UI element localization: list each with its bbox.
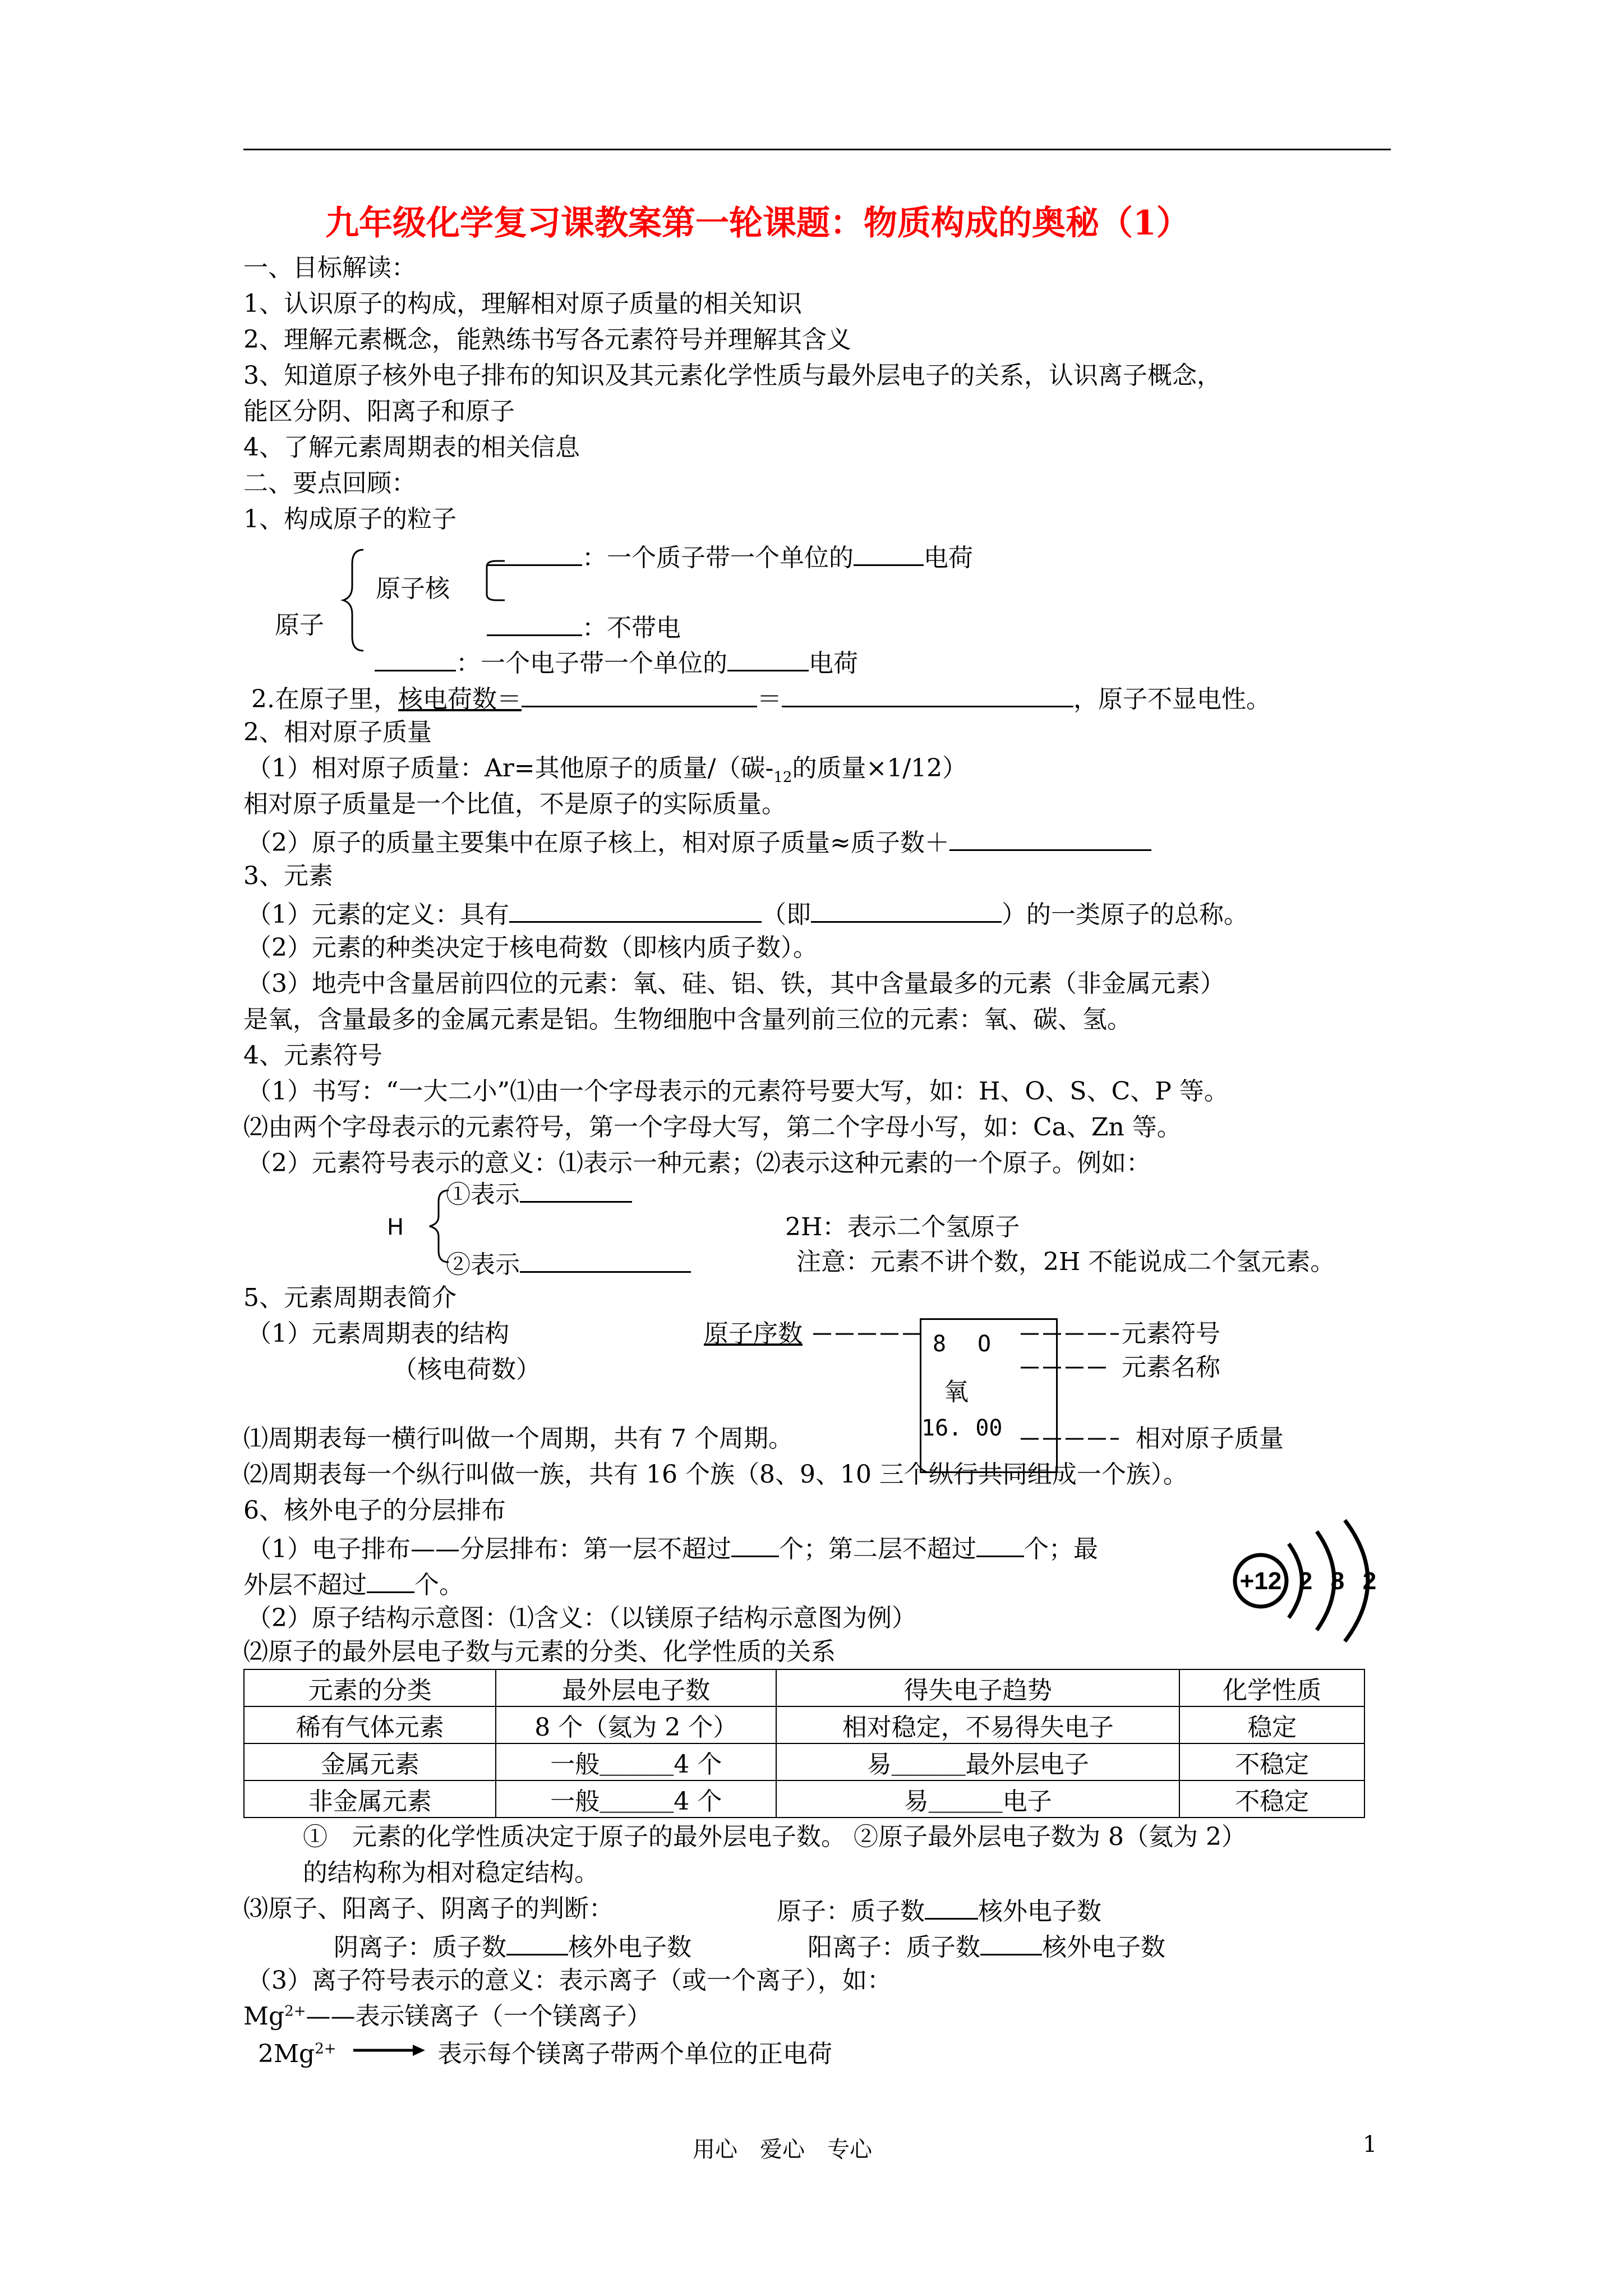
table-cell: 相对稳定，不易得失电子 (776, 1706, 1179, 1743)
table-cell: 8 个（氦为 2 个） (496, 1706, 776, 1743)
table-cell: 金属元素 (244, 1743, 496, 1780)
atom-label: 原子 (275, 611, 324, 639)
section-1-heading: 1、构成原子的粒子 (243, 505, 457, 533)
charge-blank-2[interactable] (782, 680, 1073, 707)
text-line: （2）原子结构示意图：⑴含义：（以镁原子结构示意图为例） (247, 1604, 916, 1632)
text-line: 是氧，含量最多的金属元素是铝。生物细胞中含量列前三位的元素：氧、碳、氢。 (243, 1005, 1132, 1034)
text-line: （2）元素符号表示的意义：⑴表示一种元素；⑵表示这种元素的一个原子。例如： (247, 1149, 1151, 1177)
anion-judgement: 阴离子：质子数 核外电子数 (334, 1928, 691, 1964)
text-line: ⑴周期表每一横行叫做一个周期，共有 7 个周期。 (243, 1424, 793, 1453)
objective-item: 4、了解元素周期表的相关信息 (243, 433, 580, 462)
electron-blank[interactable] (375, 644, 456, 671)
section-6-heading: 6、核外电子的分层排布 (243, 1496, 506, 1525)
nucleus-charge: +12 (1239, 1567, 1282, 1595)
shell-1-blank[interactable] (731, 1530, 779, 1557)
meaning-2-blank[interactable] (520, 1245, 691, 1273)
judgement-heading: ⑶原子、阳离子、阴离子的判断： (243, 1894, 614, 1923)
objective-item: 1、认识原子的构成，理解相对原子质量的相关知识 (243, 289, 802, 318)
meaning-1-line: ①表示 (446, 1175, 632, 1212)
electron-line: ：一个电子带一个单位的 电荷 (375, 644, 858, 680)
table-header: 元素的分类 (244, 1669, 496, 1706)
mg-ion-line: $Mg^{2+}——$表示镁离子（一个镁离子） (243, 2002, 652, 2031)
table-cell[interactable]: 易＿＿＿最外层电子 (776, 1743, 1179, 1780)
text-line: （2）元素的种类决定于核电荷数（即核内质子数）。 (247, 933, 818, 962)
text-line: （3）地壳中含量居前四位的元素：氧、硅、铝、铁，其中含量最多的元素（非金属元素） (247, 969, 1225, 998)
symbol-label: 元素符号 (1122, 1319, 1220, 1348)
table-cell: 不稳定 (1179, 1780, 1364, 1818)
element-classification-table (243, 1669, 1365, 1818)
example-2h: 2H：表示二个氢原子 (785, 1213, 1020, 1241)
cell-name: 氧 (944, 1378, 969, 1406)
proton-blank[interactable] (487, 539, 582, 566)
page-title: 九年级化学复习课教案第一轮课题：物质构成的奥秘（1） (325, 204, 1190, 243)
proton-line: ：一个质子带一个单位的 电荷 (487, 539, 973, 575)
mass-label: 相对原子质量 (1136, 1424, 1284, 1453)
review-heading: 二、要点回顾： (243, 469, 416, 498)
table-cell: 稀有气体元素 (244, 1706, 496, 1743)
objective-item: 2、理解元素概念，能熟练书写各元素符号并理解其含义 (243, 325, 851, 354)
table-row (244, 1743, 1364, 1780)
mass-line: （2）原子的质量主要集中在原子核上，相对原子质量≈质子数＋ (247, 823, 1151, 860)
element-definition-line: （1）元素的定义：具有 （即 ）的一类原子的总称。 (247, 895, 1248, 932)
note-line: 注意：元素不讲个数，2H 不能说成二个氢元素。 (796, 1248, 1335, 1276)
electron-rule-line: （1）电子排布——分层排布：第一层不超过 个；第二层不超过 个；最 (247, 1530, 1098, 1566)
charge-blank-1[interactable] (522, 680, 757, 707)
text-line: （1）书写：“一大二小”⑴由一个字母表示的元素符号要大写，如：H、O、S、C、P 等。 (247, 1077, 1229, 1106)
magnesium-atom-diagram (1223, 1515, 1391, 1649)
cell-atomic-number: 8 (933, 1331, 947, 1357)
text-line: （3）离子符号表示的意义：表示离子（或一个离子），如： (247, 1966, 892, 1995)
table-header: 化学性质 (1179, 1669, 1364, 1706)
table-header-row (244, 1669, 1364, 1706)
footer-text: 用心 爱心 专心 (693, 2137, 872, 2162)
section-4-heading: 4、元素符号 (243, 1041, 382, 1070)
cell-mass: 16. 00 (921, 1415, 1003, 1441)
shell-2-count: 8 (1330, 1567, 1345, 1595)
definition-blank-2[interactable] (811, 895, 1002, 923)
objectives-heading: 一、目标解读： (243, 254, 416, 282)
electron-rule-line-2: 外层不超过 个。 (243, 1566, 464, 1602)
objective-item: 能区分阴、阳离子和原子 (243, 397, 515, 426)
table-cell: 稳定 (1179, 1706, 1364, 1743)
h-symbol: H (387, 1214, 404, 1240)
atomic-number-label: 原子序数 (704, 1319, 803, 1348)
element-cell (920, 1318, 1058, 1473)
arrow-icon (353, 2042, 426, 2059)
electron-charge-blank[interactable] (727, 644, 809, 671)
nucleus-label: 原子核 (376, 574, 450, 603)
table-header: 最外层电子数 (496, 1669, 776, 1706)
text-line: 相对原子质量是一个比值，不是原子的实际质量。 (243, 790, 786, 818)
name-label: 元素名称 (1122, 1353, 1220, 1382)
table-header: 得失电子趋势 (776, 1669, 1179, 1706)
definition-blank-1[interactable] (509, 895, 762, 923)
2mg-ion-symbol: $2Mg^{2+}$ (258, 2040, 336, 2068)
outer-shell-blank[interactable] (367, 1566, 414, 1593)
proton-charge-blank[interactable] (854, 539, 924, 566)
text-line: （1）元素周期表的结构 (247, 1319, 509, 1348)
table-cell[interactable]: 一般＿＿＿4 个 (496, 1780, 776, 1818)
2mg-meaning: 表示每个镁离子带两个单位的正电荷 (437, 2040, 832, 2068)
page-number: 1 (1363, 2132, 1377, 2157)
section-2-heading: 2、相对原子质量 (243, 718, 432, 747)
table-cell[interactable]: 易＿＿＿电子 (776, 1780, 1179, 1818)
note-line: 的结构称为相对稳定结构。 (303, 1858, 599, 1887)
table-row (244, 1706, 1364, 1743)
charge-equality-line: 2.在原子里，核电荷数＝ ＝ ，原子不显电性。 (251, 680, 1271, 716)
table-cell[interactable]: 一般＿＿＿4 个 (496, 1743, 776, 1780)
meaning-2-line: ②表示 (446, 1245, 691, 1282)
meaning-1-blank[interactable] (520, 1175, 632, 1203)
atom-judgement: 原子：质子数 核外电子数 (777, 1892, 1101, 1929)
mass-blank[interactable] (949, 823, 1151, 851)
shell-2-blank[interactable] (976, 1530, 1024, 1557)
table-cell: 非金属元素 (244, 1780, 496, 1818)
cation-judgement-blank[interactable] (980, 1928, 1042, 1955)
shell-1-count: 2 (1298, 1567, 1313, 1595)
neutron-blank[interactable] (487, 609, 582, 636)
section-5-heading: 5、元素周期表简介 (243, 1283, 457, 1312)
cation-judgement: 阳离子：质子数 核外电子数 (808, 1928, 1165, 1964)
header-rule (243, 149, 1391, 150)
section-3-heading: 3、元素 (243, 862, 333, 890)
text-line: ⑵由两个字母表示的元素符号，第一个字母大写，第二个字母小写，如：Ca、Zn 等。 (243, 1113, 1182, 1142)
table-cell: 不稳定 (1179, 1743, 1364, 1780)
note-line: ① 元素的化学性质决定于原子的最外层电子数。 ②原子最外层电子数为 8（氦为 2） (303, 1823, 1246, 1851)
relative-mass-formula: （1）相对原子质量：Ar=其他原子的质量/（碳$-_{12}$的质量×1/12） (247, 754, 967, 786)
atom-judgement-blank[interactable] (925, 1892, 978, 1920)
anion-judgement-blank[interactable] (506, 1928, 568, 1955)
text-line: ⑵原子的最外层电子数与元素的分类、化学性质的关系 (243, 1637, 836, 1666)
text-line: （核电荷数） (393, 1355, 541, 1384)
cell-symbol: O (978, 1331, 992, 1357)
objective-item: 3、知道原子核外电子排布的知识及其元素化学性质与最外层电子的关系，认识离子概念， (243, 361, 1221, 390)
neutron-line: ：不带电 (487, 609, 681, 645)
text-line: ⑵周期表每一个纵行叫做一族，共有 16 个族（8、9、10 三个纵行共同组成一个族）。 (243, 1460, 1188, 1489)
table-row (244, 1780, 1364, 1818)
shell-3-count: 2 (1362, 1567, 1377, 1595)
